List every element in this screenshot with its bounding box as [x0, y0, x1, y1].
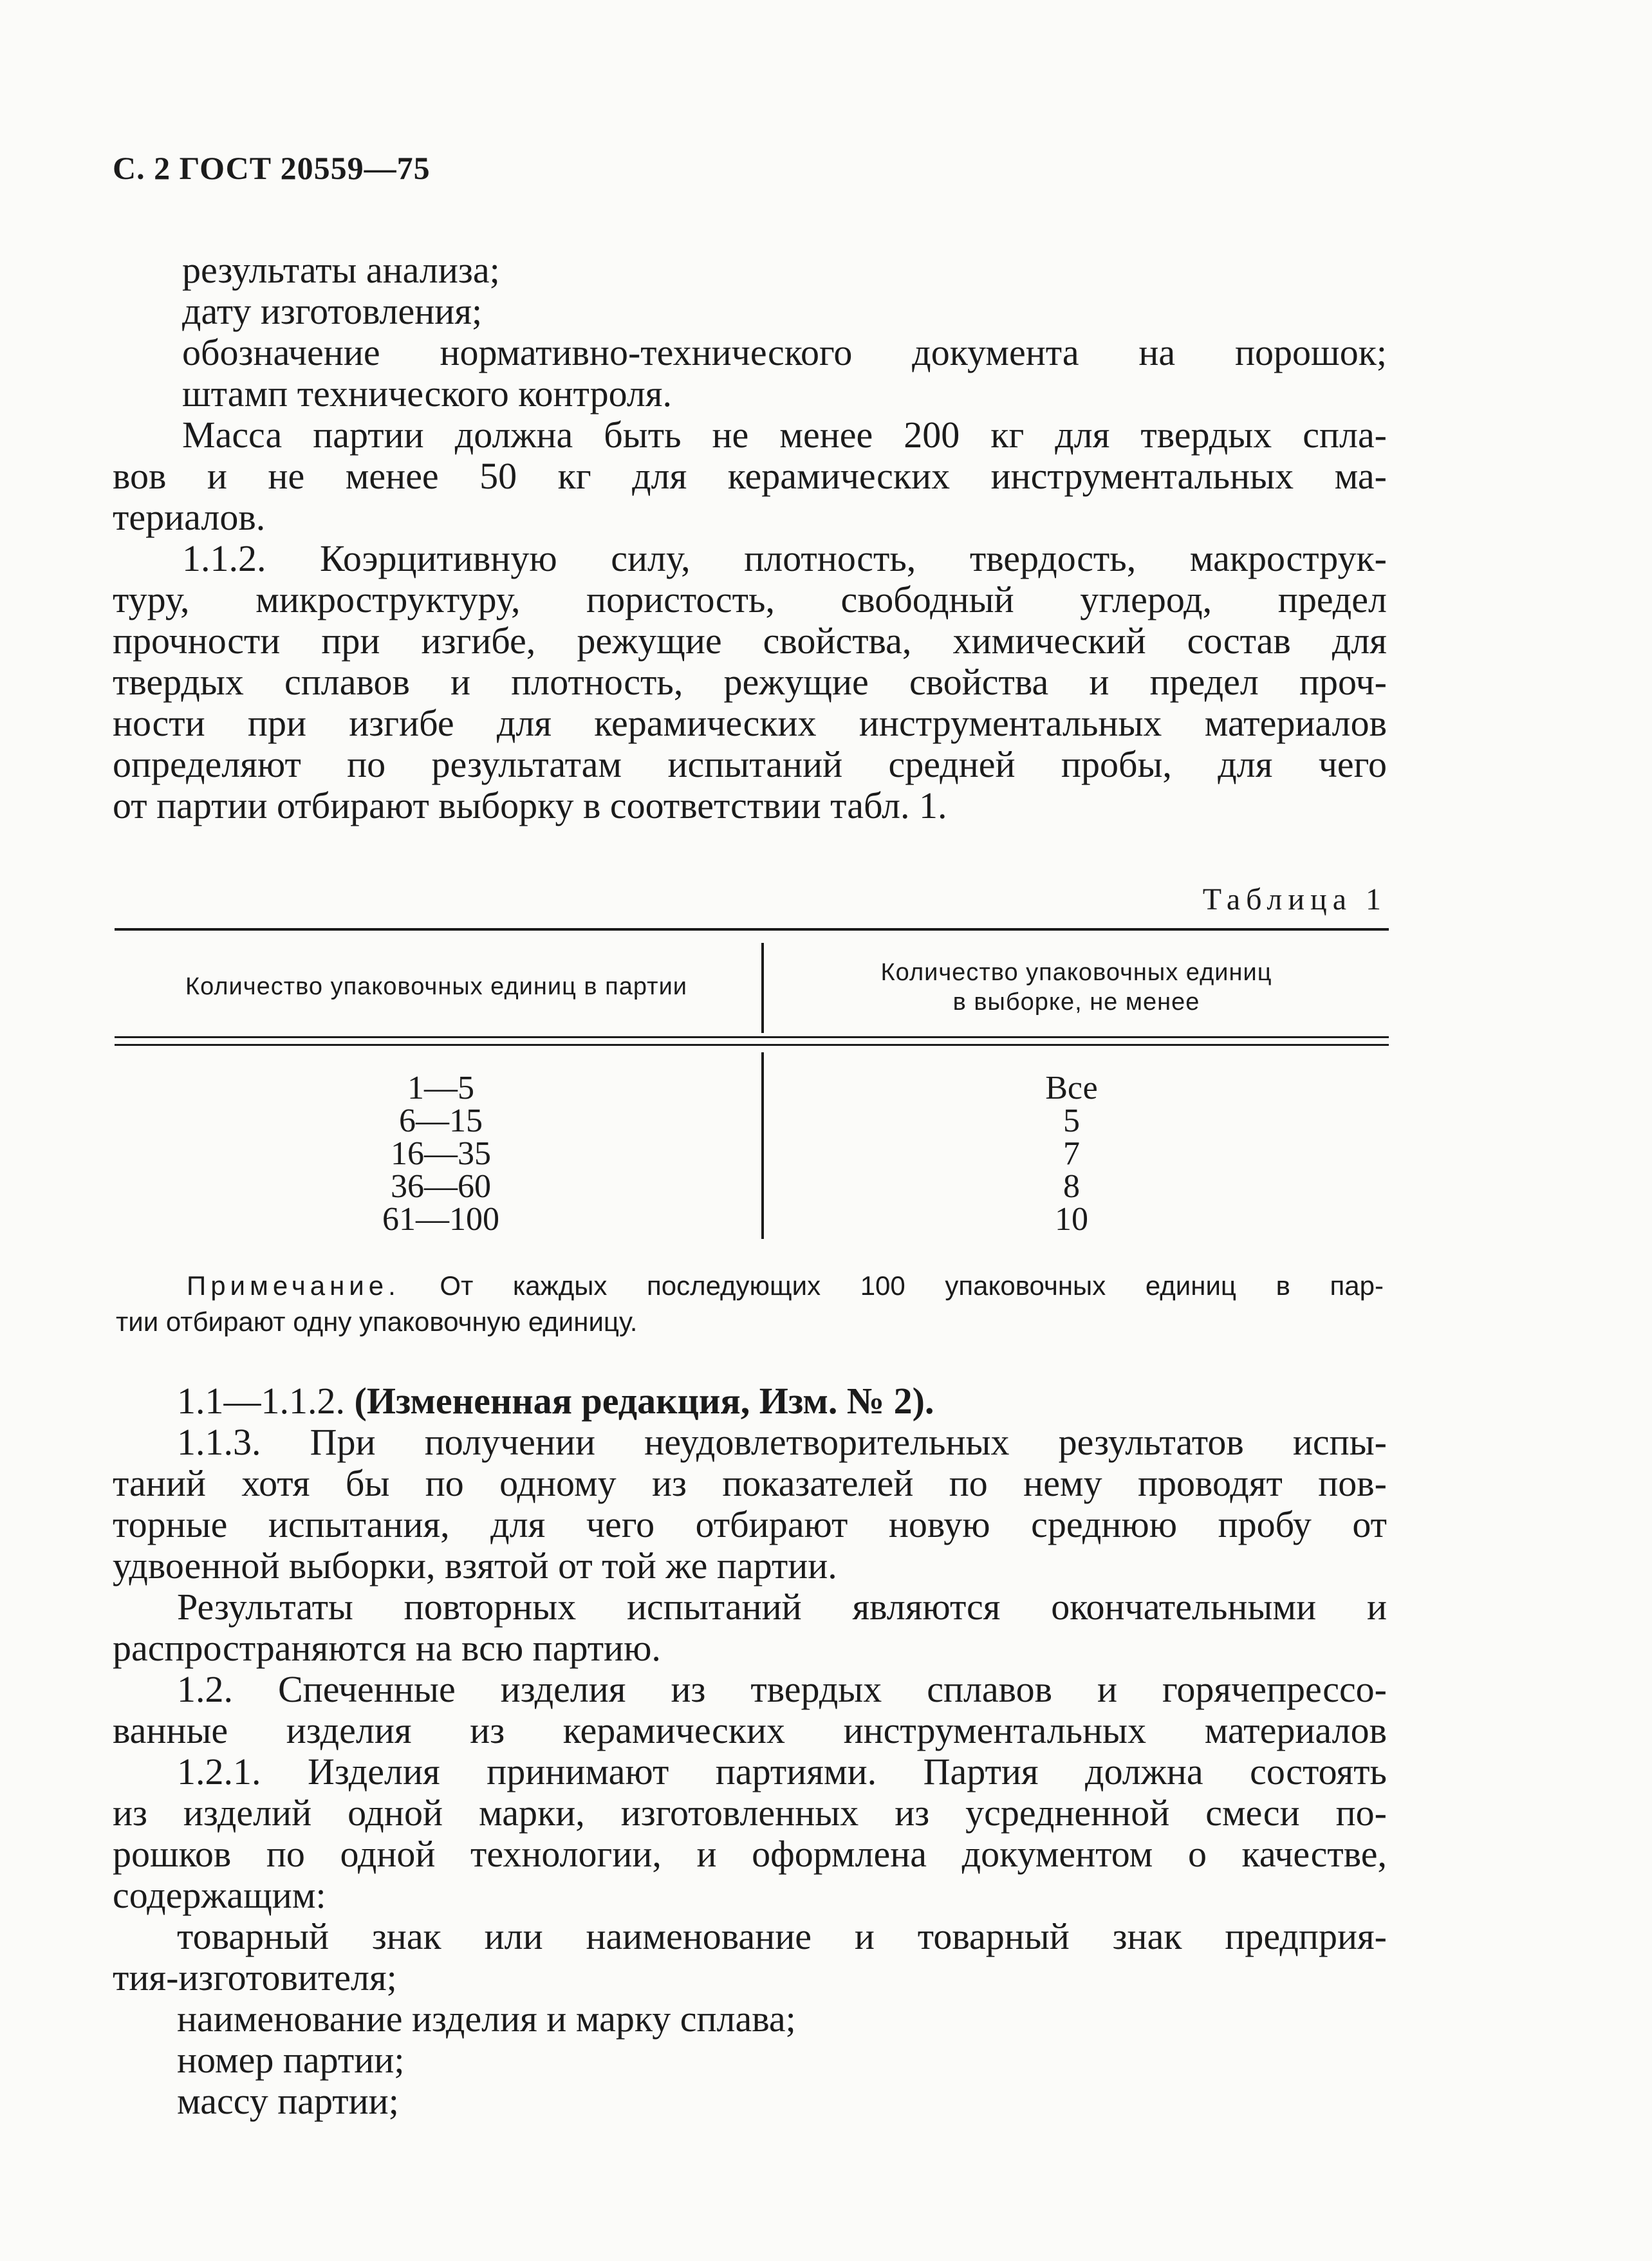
note-text: тии отбирают одну упаковочную единицу.	[116, 1307, 638, 1337]
header-right: Количество упаковочных единиц в выборке, не менее	[880, 959, 1272, 1016]
table-caption: Таблица 1	[1202, 882, 1387, 916]
text-line: таний хотя бы по одному из показателей по нему проводят пов-	[113, 1463, 1387, 1504]
header-rule-2	[115, 1044, 1389, 1046]
text-line: 1.2. Спеченные изделия из твердых сплавов и горячепрессо-	[177, 1669, 1387, 1710]
table-cell: 7	[1063, 1135, 1080, 1172]
text-line: Результаты повторных испытаний являются окончательными и	[177, 1586, 1387, 1628]
revision-line	[113, 1381, 1387, 1422]
table-note	[116, 1268, 1384, 1340]
text-line: от партии отбирают выборку в соответствии табл. 1.	[113, 785, 947, 826]
table-cell: 8	[1063, 1168, 1080, 1205]
lot-column	[354, 1072, 528, 1236]
text-line: определяют по результатам испытаний средней пробы, для чего	[113, 744, 1387, 785]
text-line: номер партии;	[177, 2040, 405, 2081]
header-divider	[761, 943, 764, 1033]
text-line: наименование изделия и марку сплава;	[177, 1998, 796, 2040]
text-line: содержащим:	[113, 1875, 326, 1916]
text-line: териалов.	[113, 497, 266, 538]
text-line: штамп технического контроля.	[182, 373, 672, 414]
text-line: ванные изделия из керамических инструментальных материалов	[113, 1710, 1387, 1751]
text-line: вов и не менее 50 кг для керамических инструментальных ма-	[113, 456, 1387, 497]
sample-column	[1007, 1072, 1136, 1236]
table-top-rule	[115, 928, 1389, 931]
text-line: обозначение нормативно-технического документа на порошок;	[182, 332, 1387, 373]
header-rule-1	[115, 1036, 1389, 1038]
revision-note: (Измененная редакция, Изм. № 2).	[354, 1381, 934, 1422]
table-cell: 10	[1055, 1201, 1088, 1238]
text-line: удвоенной выборки, взятой от той же партии.	[113, 1545, 837, 1586]
text-line: рошков по одной технологии, и оформлена документом о качестве,	[113, 1834, 1387, 1875]
table-cell: 36—60	[391, 1168, 491, 1205]
table-cell: 1—5	[407, 1070, 474, 1106]
text-line: результаты анализа;	[182, 250, 500, 291]
note-text: От каждых последующих 100 упаковочных единиц в пар-	[440, 1270, 1384, 1301]
text-line: твердых сплавов и плотность, режущие свойства и предел проч-	[113, 662, 1387, 703]
text-line: ности при изгибе для керамических инструментальных материалов	[113, 703, 1387, 744]
text-block-bottom	[113, 1381, 1387, 2122]
text-line: из изделий одной марки, изготовленных из усредненной смеси по-	[113, 1792, 1387, 1834]
text-block-top	[113, 250, 1387, 826]
table-cell: 5	[1063, 1103, 1080, 1139]
note-label: Примечание.	[187, 1270, 400, 1301]
text-line: 1.1.2. Коэрцитивную силу, плотность, твердость, макрострук-	[182, 538, 1387, 579]
text-line: 1.1.3. При получении неудовлетворительных результатов испы-	[177, 1422, 1387, 1463]
text-line: товарный знак или наименование и товарный знак предприя-	[177, 1916, 1387, 1957]
revision-number: 1.1—1.1.2.	[177, 1381, 345, 1422]
text-line: тия-изготовителя;	[113, 1957, 397, 1998]
text-line: Масса партии должна быть не менее 200 кг для твердых спла-	[182, 414, 1387, 456]
text-line: распространяются на всю партию.	[113, 1628, 661, 1669]
text-line: прочности при изгибе, режущие свойства, химический состав для	[113, 620, 1387, 662]
text-line: торные испытания, для чего отбирают новую среднюю пробу от	[113, 1504, 1387, 1545]
text-line: массу партии;	[177, 2081, 399, 2122]
body-divider	[761, 1052, 764, 1239]
page-header: С. 2 ГОСТ 20559—75	[113, 150, 431, 186]
table-cell: 6—15	[399, 1103, 483, 1139]
header-left: Количество упаковочных единиц в партии	[185, 973, 688, 1000]
table-cell: 16—35	[391, 1135, 491, 1172]
table-cell: 61—100	[382, 1201, 499, 1238]
table-cell: Все	[1045, 1070, 1098, 1106]
text-line: туру, микроструктуру, пористость, свободный углерод, предел	[113, 579, 1387, 620]
text-line: 1.2.1. Изделия принимают партиями. Партия должна состоять	[177, 1751, 1387, 1792]
text-line: дату изготовления;	[182, 291, 483, 332]
